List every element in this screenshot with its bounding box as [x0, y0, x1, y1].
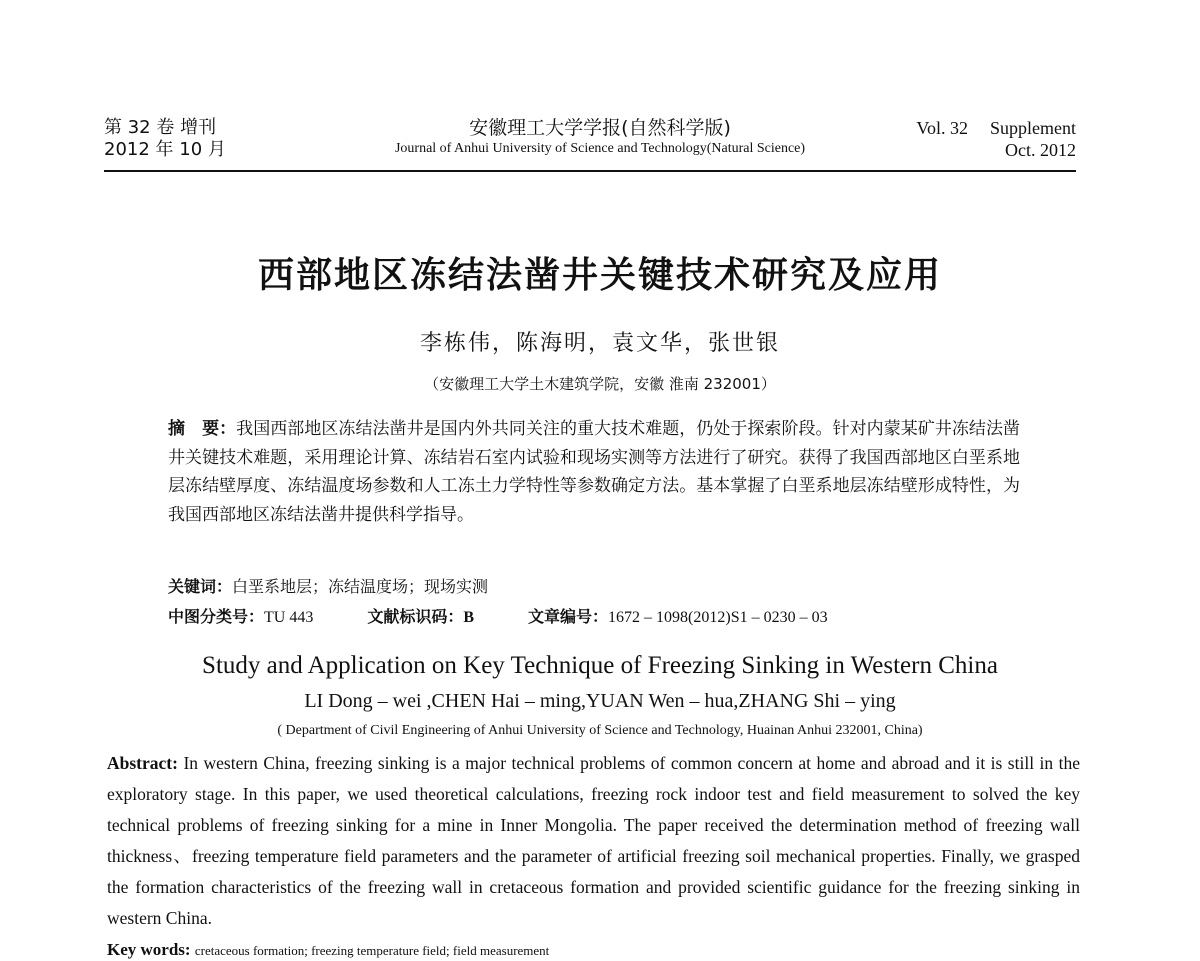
volume-issue-cn: 第 32 卷 增刊 — [104, 117, 217, 138]
clc-value: TU 443 — [264, 609, 314, 626]
keywords-en-text: cretaceous formation; freezing temperature field; field measurement — [194, 943, 550, 958]
keywords-cn — [168, 574, 488, 597]
doc-code-label: 文献标识码： — [367, 607, 464, 626]
article-number-label: 文章编号： — [528, 607, 609, 626]
clc-label: 中图分类号： — [168, 607, 265, 626]
paper-title-en: Study and Application on Key Technique of Freezing Sinking in Western China — [202, 652, 998, 679]
volume-en: Vol. 32 — [916, 118, 968, 138]
doc-code-value: B — [463, 609, 475, 626]
classification-line — [168, 604, 828, 627]
abstract-en: Abstract: In western China, freezing sinking is a major technical problems of common concern at home and abroad and it is still in the exploratory stage. In this paper, we used theoretical calculations, freezing rock indoor test and field measurement to solved the key technical problems of freezing sinking for a mine in Inner Mongolia. The paper received the determination method of freezing wall thickness、freezing temperature field parameters and the parameter of artificial freezing soil mechanical properties. Finally, we grasped the formation characteristics of the freezing wall in cretaceous formation and provided scientific guidance for the freezing sinking in western China. — [107, 753, 1081, 928]
header-rule — [104, 170, 1076, 172]
journal-name-en: Journal of Anhui University of Science and Technology(Natural Science) — [394, 141, 806, 156]
affiliation-en: ( Department of Civil Engineering of Anhui University of Science and Technology, Huainan Anhui 232001, China) — [277, 723, 923, 738]
abstract-cn-label: 摘 要： — [168, 419, 237, 439]
keywords-en-label: Key words — [107, 940, 185, 959]
supplement-en: Supplement — [990, 118, 1076, 138]
abstract-en-label: Abstract — [107, 753, 173, 773]
journal-name-cn: 安徽理工大学学报(自然科学版) — [469, 117, 731, 139]
abstract-cn — [168, 415, 1020, 529]
authors-cn: 李栋伟，陈海明，袁文华，张世银 — [419, 331, 780, 356]
abstract-en-text: In western China, freezing sinking is a major technical problems of common concern at home and abroad and it is still in the exploratory stage. In this paper, we used theoretical calculations, freezing rock indoor test and field measurement to solved the key technical problems of freezing sinking for a mine in Inner Mongolia. The paper received the determination method of freezing wall thickness、freezing temperature field parameters and the parameter of artificial freezing soil mechanical properties. Finally, we grasped the formation characteristics of the freezing wall in cretaceous formation and provided scientific guidance for the freezing sinking in western China. — [107, 753, 1081, 928]
paper-title-cn: 西部地区冻结法凿井关键技术研究及应用 — [257, 255, 942, 296]
affiliation-cn: （安徽理工大学土木建筑学院，安徽 淮南 232001） — [424, 375, 776, 393]
article-number-value: 1672 – 1098(2012)S1 – 0230 – 03 — [608, 609, 828, 626]
authors-en: LI Dong – wei ,CHEN Hai – ming,YUAN Wen – hua,ZHANG Shi – ying — [304, 690, 896, 712]
date-cn: 2012 年 10 月 — [104, 139, 226, 160]
keywords-cn-label: 关键词： — [168, 577, 233, 596]
keywords-cn-text: 白垩系地层；冻结温度场；现场实测 — [232, 577, 489, 596]
journal-issue-en — [916, 117, 1076, 161]
date-en: Oct. 2012 — [1005, 140, 1076, 160]
abstract-cn-text: 我国西部地区冻结法凿井是国内外共同关注的重大技术难题，仍处于探索阶段。针对内蒙某矿井冻结法凿井关键技术难题，采用理论计算、冻结岩石室内试验和现场实测等方法进行了研究。获得了我国西部地区白垩系地层冻结壁厚度、冻结温度场参数和人工冻土力学特性等参数确定方法。基本掌握了白垩系地层冻结壁形成特性，为我国西部地区冻结法凿井提供科学指导。 — [168, 419, 1021, 525]
keywords-en: Key words: cretaceous formation; freezing temperature field; field measurement — [107, 940, 550, 959]
